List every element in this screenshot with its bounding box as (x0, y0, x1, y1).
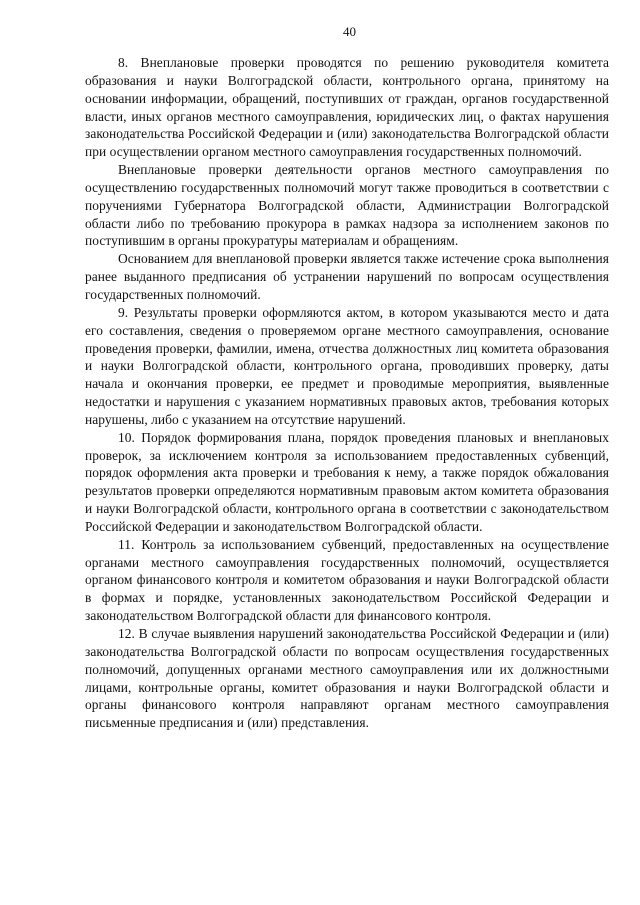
paragraph-10: 10. Порядок формирования плана, порядок проведения плановых и внеплановых проверок, за исключением контроля за использованием предоставленных субвенций, порядок оформления акта проверки и требования к нему, а также порядок обжалования результатов проверки определяются нормативным правовым актом комитета образования и науки Волгоградской области, контрольного органа в соответствии с законодательством Российской Федерации и законодательством Волгоградской области. (85, 429, 609, 534)
paragraph-12: 12. В случае выявления нарушений законодательства Российской Федерации и (или) законодательства Волгоградской области по вопросам осуществления государственных полномочий, допущенных органами местного самоуправления или их должностными лицами, контрольные органы, комитет образования и науки Волгоградской области и органы финансового контроля направляют органам местного самоуправления письменные предписания и (или) представления. (85, 626, 609, 731)
paragraph-inspection-grounds: Основанием для внеплановой проверки является также истечение срока выполнения ранее выданного предписания об устранении нарушений по вопросам осуществления государственных полномочий. (85, 251, 609, 302)
page-number: 40 (343, 24, 356, 39)
paragraph-unscheduled-inspections: Внеплановые проверки деятельности органов местного самоуправления по осуществлению государственных полномочий могут также проводиться в соответствии с поручениями Губернатора Волгоградской области, Администрации Волгоградской области либо по требованию прокурора в рамках надзора за исполнением законов по поступившим в органы прокуратуры материалам и обращениям. (85, 162, 609, 249)
paragraph-8: 8. Внеплановые проверки проводятся по решению руководителя комитета образования и науки Волгоградской области, контрольного органа, принятому на основании информации, обращений, поступивших от граждан, органов государственной власти, иных органов местного самоуправления, юридических лиц, о фактах нарушения законодательства Российской Федерации и (или) законодательства Волгоградской области при осуществлении органом местного самоуправления государственных полномочий. (85, 55, 609, 160)
paragraph-9: 9. Результаты проверки оформляются актом, в котором указываются место и дата его составления, сведения о проверяемом органе местного самоуправления, основание проведения проверки, фамилии, имена, отчества должностных лиц комитета образования и науки Волгоградской области, контрольного органа, проводивших проверку, даты начала и окончания проверки, ее предмет и проводимые мероприятия, выявленные недостатки и нарушения с указанием нормативных правовых актов, требования которых нарушены, либо с указанием на отсутствие нарушений. (85, 304, 609, 427)
paragraph-11: 11. Контроль за использованием субвенций, предоставленных на осуществление органами местного самоуправления государственных полномочий, осуществляется органом финансового контроля и комитетом образования и науки Волгоградской области в формах и порядке, установленных законодательством Российской Федерации и законодательством Волгоградской области для финансового контроля. (85, 536, 609, 624)
